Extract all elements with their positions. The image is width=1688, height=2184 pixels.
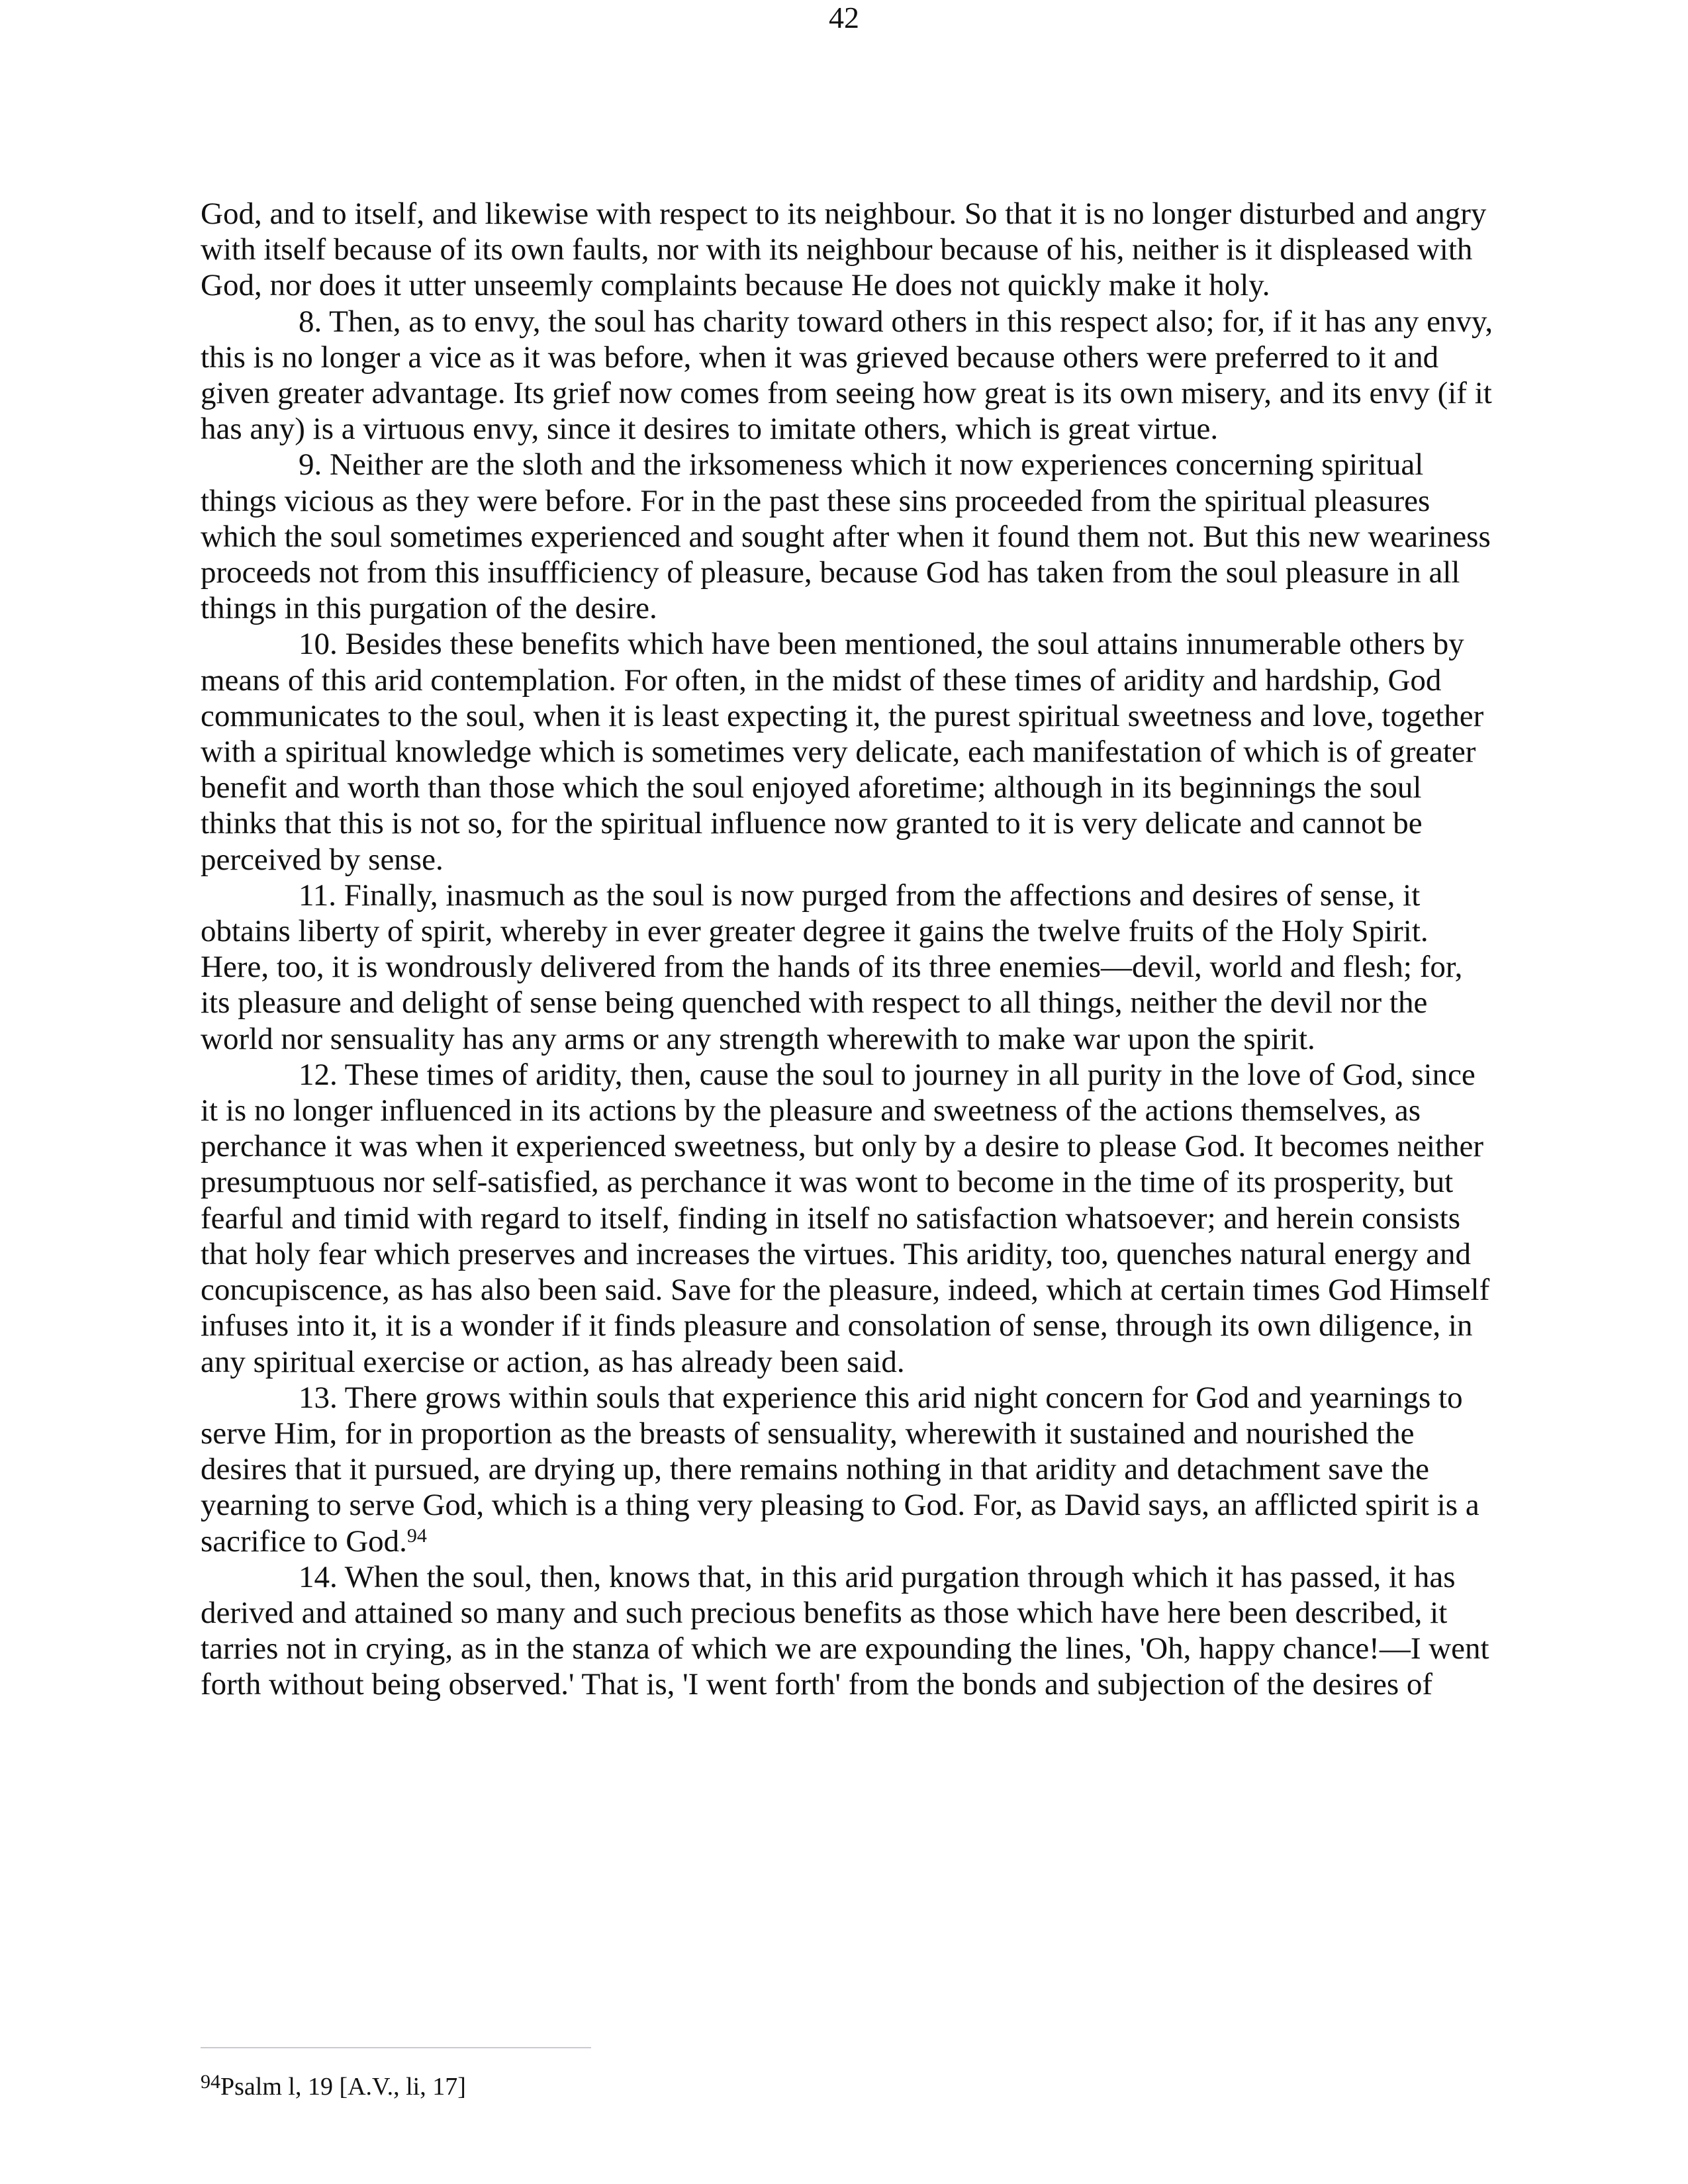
- footnote-text: Psalm l, 19 [A.V., li, 17]: [220, 2073, 466, 2101]
- paragraph-14: 14. When the soul, then, knows that, in this arid purgation through which it has passed, it has derived and attained so many and such precious benefits as those which have here been described, it tarries not in crying, as in the stanza of which we are expounding the lines, 'Oh, happy chance!—I went forth without being observed.' That is, 'I went forth' from the bonds and subjection of the desires of: [201, 1559, 1489, 1702]
- paragraph-9: 9. Neither are the sloth and the irksomeness which it now experiences concerning spiritual things vicious as they were before. For in the past these sins proceeded from the spiritual pleasures which the soul sometimes experienced and sought after when it found them not. But this new weariness proceeds not from this insuffficiency of pleasure, because God has taken from the soul pleasure in all things in this purgation of the desire.: [201, 447, 1491, 626]
- paragraph-11: 11. Finally, inasmuch as the soul is now purged from the affections and desires of sense, it obtains liberty of spirit, whereby in ever greater degree it gains the twelve fruits of the Holy Spirit. Here, too, it is wondrously delivered from the hands of its three enemies—devil, world and flesh; for, its pleasure and delight of sense being quenched with respect to all things, neither the devil nor the world nor sensuality has any arms or any strength wherewith to make war upon the spirit.: [201, 878, 1463, 1056]
- paragraph-12: 12. These times of aridity, then, cause the soul to journey in all purity in the love of God, since it is no longer influenced in its actions by the pleasure and sweetness of the actions themselves, as perchance it was when it experienced sweetness, but only by a desire to please God. It becomes neither presumptuous nor self-satisfied, as perchance it was wont to become in the time of its prosperity, but fearful and timid with regard to itself, finding in itself no satisfaction whatsoever; and herein consists that holy fear which preserves and increases the virtues. This aridity, too, quenches natural energy and concupiscence, as has also been said. Save for the pleasure, indeed, which at certain times God Himself infuses into it, it is a wonder if it finds pleasure and consolation of sense, through its own diligence, in any spiritual exercise or action, as has already been said.: [201, 1057, 1490, 1379]
- body-text: [201, 196, 1498, 1703]
- paragraph-13-text: 13. There grows within souls that experience this arid night concern for God and yearnings to serve Him, for in proportion as the breasts of sensuality, wherewith it sustained and nourished the desires that it pursued, are drying up, there remains nothing in that aridity and detachment save the yearning to serve God, which is a thing very pleasing to God. For, as David says, an afflicted spirit is a sacrifice to God.: [201, 1380, 1479, 1559]
- footnote-marker: 94: [201, 2071, 220, 2093]
- page-number: 42: [829, 1, 859, 34]
- footnote: [201, 2071, 1498, 2102]
- paragraph-continuation: God, and to itself, and likewise with respect to its neighbour. So that it is no longer disturbed and angry with itself because of its own faults, nor with its neighbour because of his, neither is it displeased with God, nor does it utter unseemly complaints because He does not quickly make it holy.: [201, 197, 1487, 303]
- paragraph-8: 8. Then, as to envy, the soul has charity toward others in this respect also; for, if it has any envy, this is no longer a vice as it was before, when it was grieved because others were preferred to it and given greater advantage. Its grief now comes from seeing how great is its own misery, and its envy (if it has any) is a virtuous envy, since it desires to imitate others, which is great virtue.: [201, 304, 1493, 447]
- paragraph-10: 10. Besides these benefits which have been mentioned, the soul attains innumerable others by means of this arid contemplation. For often, in the midst of these times of aridity and hardship, God communicates to the soul, when it is least expecting it, the purest spiritual sweetness and love, together with a spiritual knowledge which is sometimes very delicate, each manifestation of which is of greater benefit and worth than those which the soul enjoyed aforetime; although in its beginnings the soul thinks that this is not so, for the spiritual influence now granted to it is very delicate and cannot be perceived by sense.: [201, 627, 1484, 877]
- footnote-separator: [201, 2047, 591, 2048]
- footnote-reference[interactable]: 94: [406, 1524, 427, 1547]
- paragraph-13: [201, 1380, 1498, 1559]
